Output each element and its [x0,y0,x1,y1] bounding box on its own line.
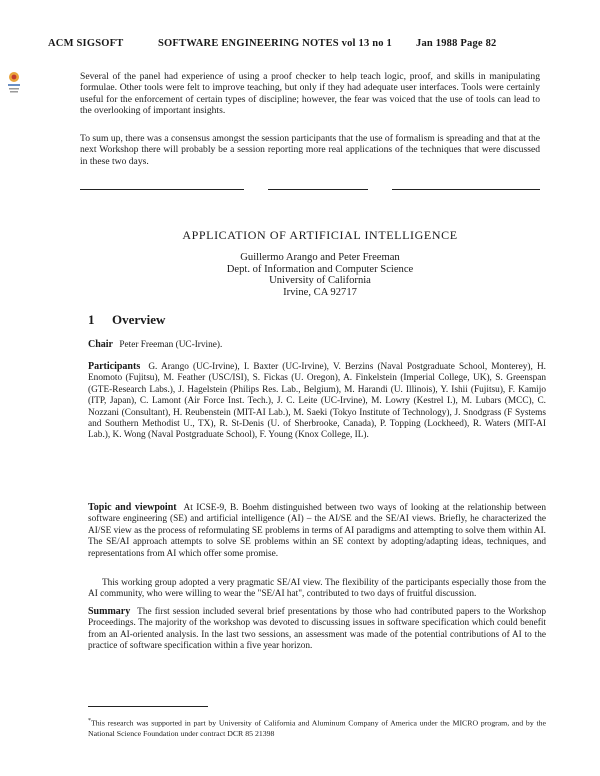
authors: Guillermo Arango and Peter Freeman [240,252,400,263]
section-title: Overview [112,312,166,327]
article-title: APPLICATION OF ARTIFICIAL INTELLIGENCE [182,228,458,242]
footnote-mark: * [88,718,91,724]
section-heading [88,312,165,328]
department: Dept. of Information and Computer Science [226,263,414,275]
footnote-rule [88,706,208,707]
participants-paragraph [88,361,546,442]
header-publication: SOFTWARE ENGINEERING NOTES vol 13 no 1 [158,38,392,49]
topic-text: At ICSE-9, B. Boehm distinguished between two ways of looking at the relationship between software engineering (SE) and artificial intelligence (AI) – the AI/SE and the SE/AI views. Briefly, he characterized the AI/SE view as the process of reformulating SE problems in terms of AI paradigms and attempting to solve them within AI. The SE/AI approach attempts to solve SE problems within an SE context by adopting/adapting ideas, techniques, and representations from AI which offer some promise. [88,503,547,559]
summary-text: The first session included several brief presentations by those who had contributed papers to the Workshop Proceedings. The majority of the workshop was devoted to discussing issues in software specification which could benefit from an AI-oriented analysis. In the last two sessions, an assessment was made of the potential contributions of AI to the practice of software specification within a five year horizon. [88,607,546,652]
summary-paragraph [88,606,546,653]
chair-paragraph [88,339,546,351]
topic-label: Topic and viewpoint [88,502,177,513]
separator-rule [392,189,540,190]
separator-rule [268,189,368,190]
header-journal: ACM SIGSOFT [48,38,124,49]
separator-rule [80,189,244,190]
university: University of California [269,275,371,287]
summary-label: Summary [88,606,131,617]
chair-label: Chair [88,339,113,350]
participants-label: Participants [88,361,141,372]
topic-text-2: This working group adopted a very pragmatic SE/AI view. The flexibility of the participants especially those from the AI community, who were willing to wear the "SE/AI hat", contributed to two days of fruitful discussion. [88,578,546,600]
chair-text: Peter Freeman (UC-Irvine). [119,340,223,350]
footnote [88,716,546,739]
intro-paragraph-2: To sum up, there was a consensus amongst the session participants that the use of formalism is spreading and that at the next Workshop there will probably be a session reporting more real applications of the techniques that were discussed in these two days. [80,133,540,167]
section-number: 1 [88,312,95,327]
header-date-page: Jan 1988 Page 82 [416,38,497,49]
publisher-logo-icon [6,70,22,96]
footnote-text: This research was supported in part by University of California and Aluminum Company of America under the MICRO program, and by the National Science Foundation under contract DCR 85 21398 [88,718,546,738]
participants-text: G. Arango (UC-Irvine), I. Baxter (UC-Irvine), V. Berzins (Naval Postgraduate School, Monterey), H. Enomoto (Fujitsu), M. Feather (USC/ISI), S. Fickas (U. Oregon), A. Finkelstein (Imperial College, UK), S. Greenspan (GTE-Research Labs.), J. Hagelstein (Philips Res. Lab., Belgium), M. Harandi (U. Illinois), Y. Ishii (Fujitsu), F. Kamijo (ITP, Japan), C. Lamont (Air Force Inst. Tech.), J. C. Leite (UC-Irvine), M. Lowry (Kestrel I.), M. Lubars (MCC), C. Nozzani (Consultant), H. Reubenstein (MIT-AI Lab.), M. Saeki (Tokyo Institute of Technology), J. Snodgrass (F Systems and Southern Methodist U., TX), R. St-Denis (U. of Sherbrooke, Canada), P. Topping (Lockheed), R. Waters (MIT-AI Lab.), K. Wong (Naval Postgraduate School), F. Young (Knox College, IL). [88,362,546,441]
intro-paragraph-1: Several of the panel had experience of using a proof checker to help teach logic, proof, and skills in manipulating formulae. Other tools were felt to improve teaching, but only if they had adequate user interfaces. Tools were certainly useful for the enforcement of certain types of discipline; however, the fear was voiced that the use of tools can lead to the overlooking of important insights. [80,71,540,117]
address: Irvine, CA 92717 [283,286,357,298]
article-byline [60,252,580,298]
topic-paragraph [88,502,546,560]
topic-paragraph-2 [88,578,546,601]
